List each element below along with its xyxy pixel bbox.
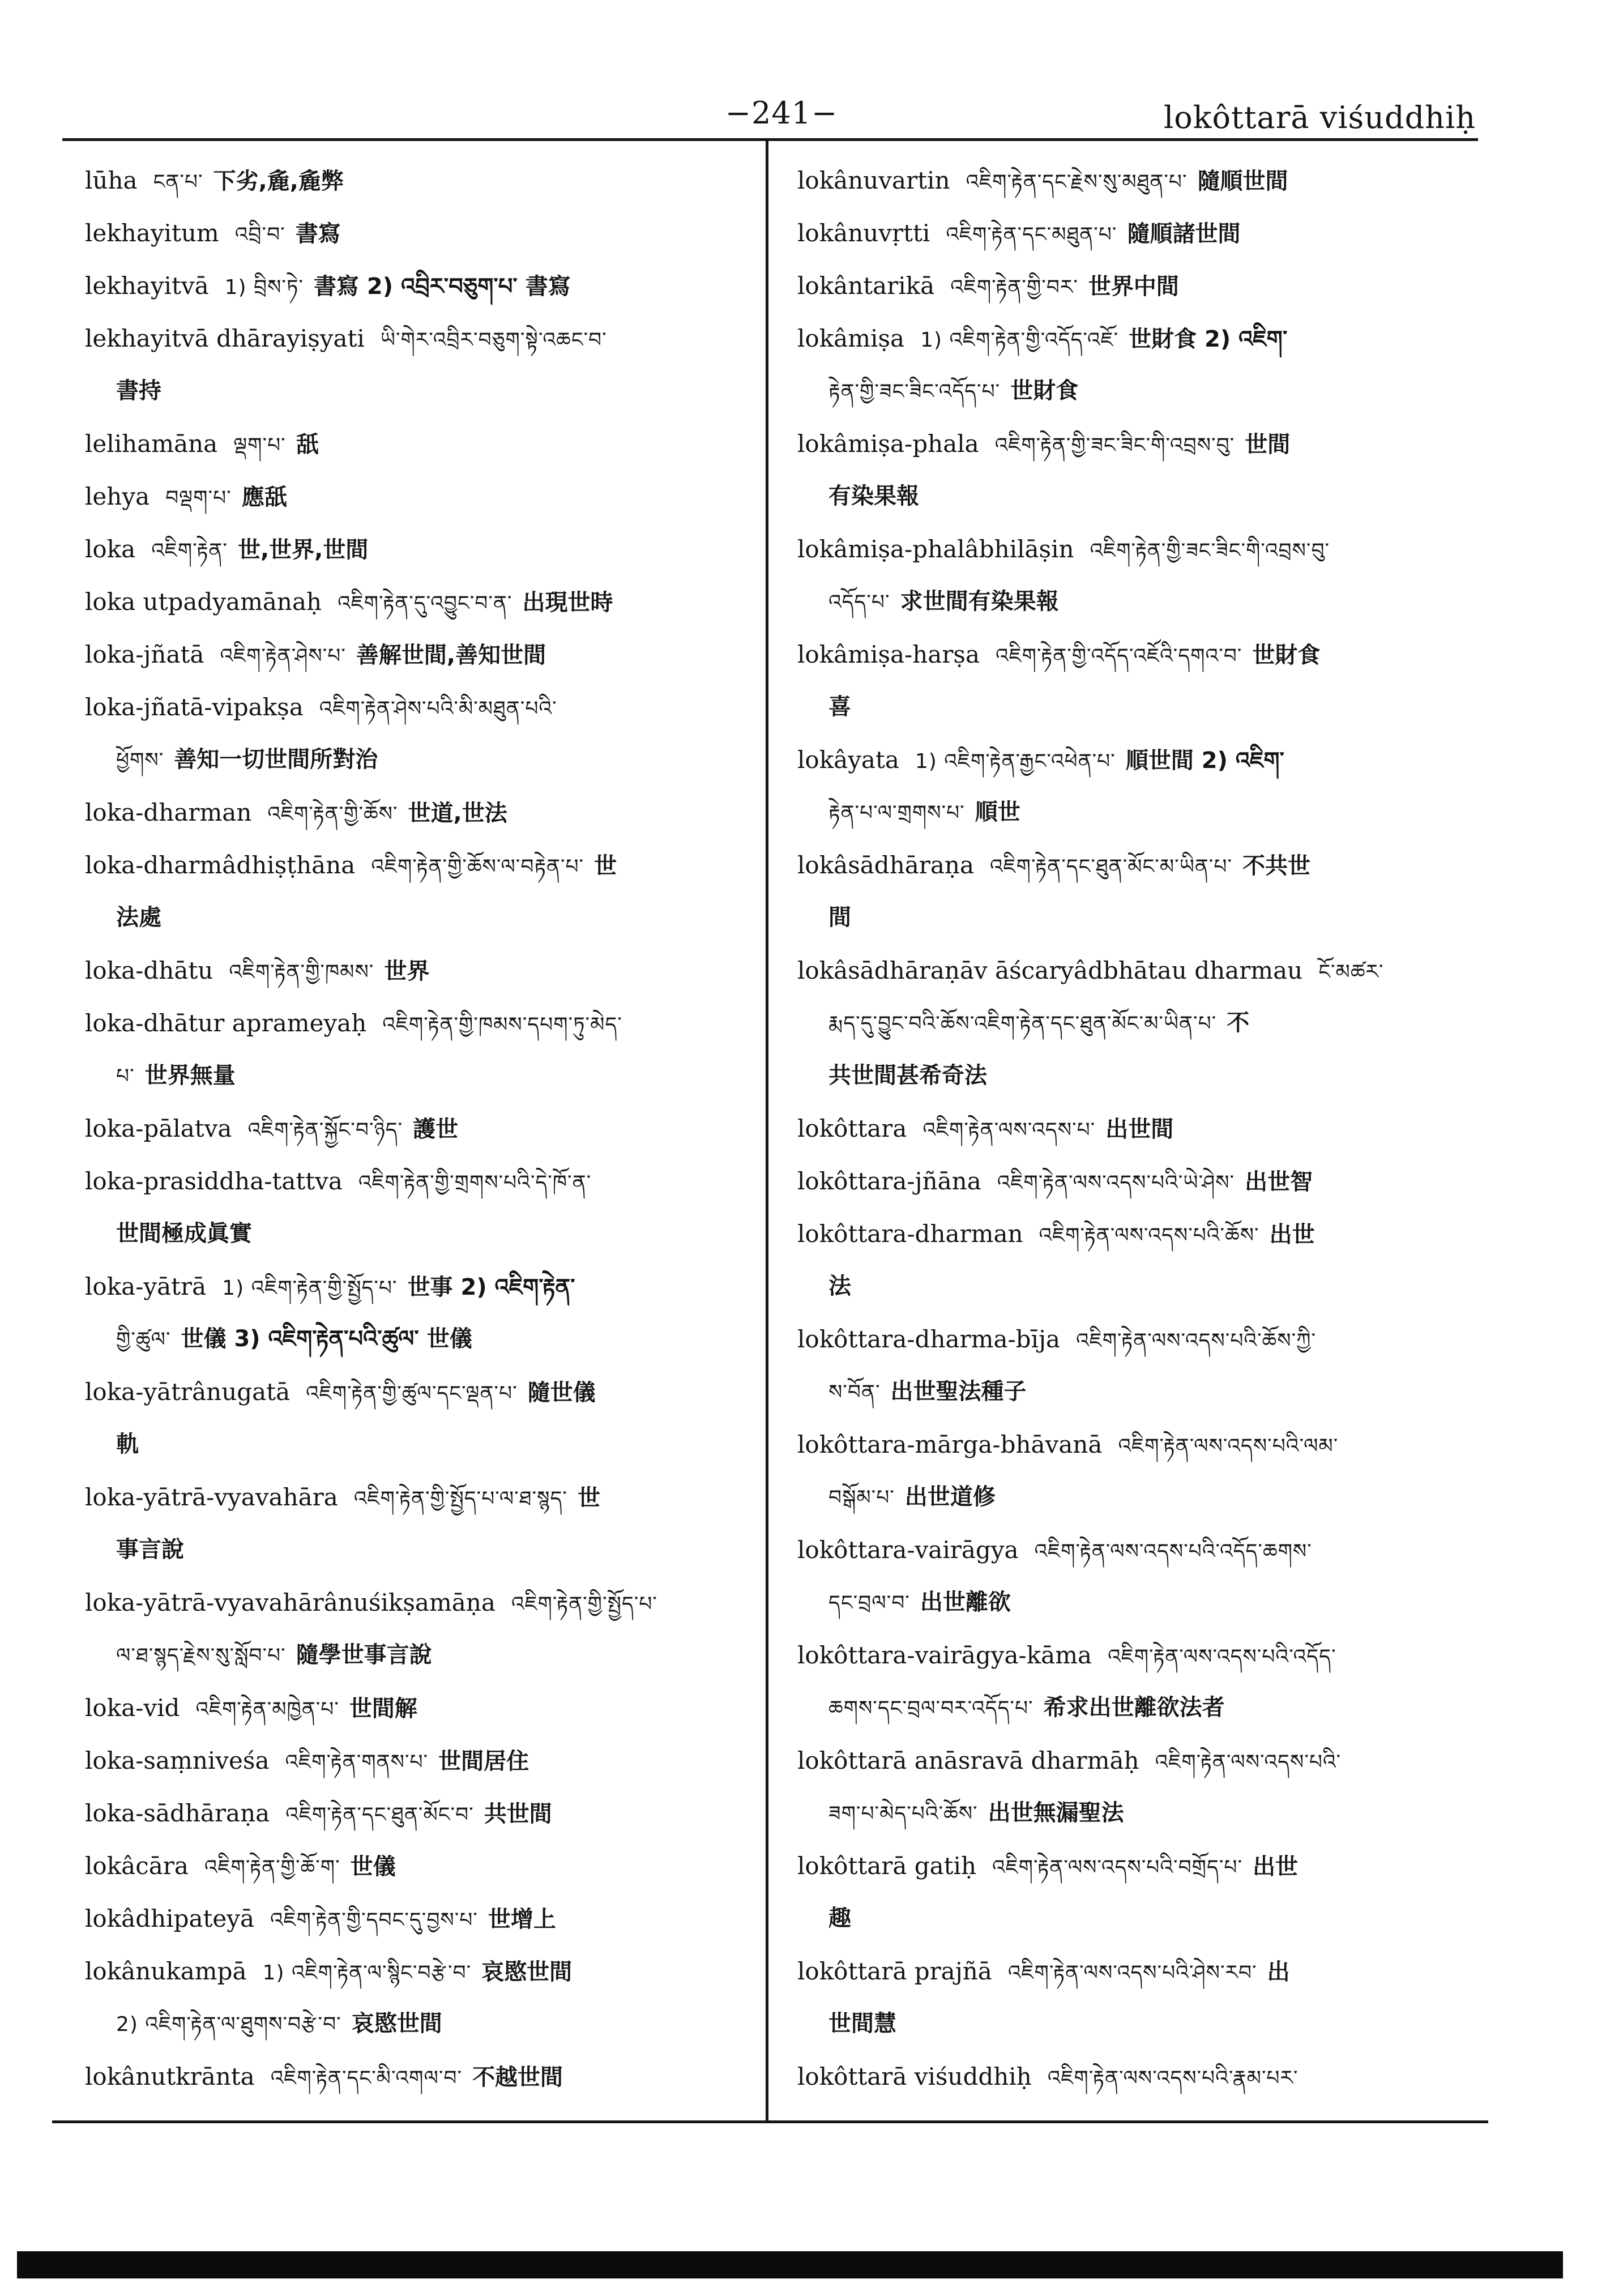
chinese-equivalent: 隨順世間 (1197, 168, 1288, 194)
tibetan-equivalent: 1) འཇིག་རྟེན་རྒྱང་འཕེན་པ་ (915, 750, 1116, 773)
headword: loka-saṃniveśa (85, 1747, 270, 1774)
entry-continuation (85, 1418, 787, 1471)
dictionary-entry (797, 207, 1500, 259)
chinese-equivalent: 下劣,麁,麁弊 (213, 168, 344, 194)
chinese-equivalent: 出世聖法種子 (890, 1379, 1027, 1405)
tibetan-equivalent: འཇིག་རྟེན་ལས་འདས་པའི་འདོད་ཆགས་ (1034, 1540, 1312, 1563)
entry-continuation (85, 1629, 787, 1682)
headword: lokôttara-vairāgya (797, 1536, 1019, 1564)
headword: lekhayitvā dhārayiṣyati (85, 325, 365, 352)
dictionary-entry (85, 1840, 787, 1892)
entry-continuation (797, 1682, 1500, 1734)
tibetan-equivalent: འཇིག་རྟེན་ལས་འདས་པ་ (922, 1119, 1096, 1142)
tibetan-equivalent: འཇིག་རྟེན་གྱི་བར་ (950, 276, 1078, 299)
dictionary-entry (797, 1207, 1500, 1260)
dictionary-entry (797, 312, 1500, 365)
tibetan-equivalent: འཇིག་རྟེན་དང་མཐུན་པ་ (946, 223, 1117, 246)
tibetan-equivalent: འཇིག་རྟེན་དུ་འབྱུང་བ་ན་ (338, 592, 512, 615)
tibetan-equivalent: 1) འཇིག་རྟེན་གྱི་སྤྱོད་པ་ (222, 1277, 398, 1300)
dictionary-entry (797, 628, 1500, 681)
dictionary-entry (85, 1102, 787, 1155)
dictionary-entry (85, 1260, 787, 1313)
headword: loka-dhātu (85, 957, 213, 984)
chinese-equivalent: 出世智 (1245, 1169, 1313, 1195)
tibetan-equivalent: བལྡག་པ་ (165, 486, 232, 510)
tibetan-equivalent: འཇིག་རྟེན་ལས་འདས་པའི་རྣམ་པར་ (1047, 2067, 1299, 2090)
dictionary-entry (85, 312, 787, 365)
chinese-equivalent: 出世離欲 (920, 1589, 1011, 1615)
headword: lokôttara-dharma-bīja (797, 1325, 1061, 1353)
dictionary-entry (797, 2050, 1500, 2103)
headword: lokâmiṣa-harṣa (797, 641, 980, 668)
chinese-equivalent: 順世 (975, 799, 1020, 825)
tibetan-equivalent: འཇིག་རྟེན་ལས་འདས་པའི་ཆོས་ཀྱི་ (1076, 1329, 1317, 1352)
dictionary-entry (797, 259, 1500, 312)
headword: lokôttarā prajñā (797, 1957, 992, 1985)
chinese-equivalent: 世間解 (349, 1696, 417, 1722)
dictionary-entry (797, 1313, 1500, 1365)
chinese-equivalent: 隨世儀 (527, 1380, 596, 1406)
tibetan-equivalent: འཇིག་རྟེན་གྱི་གྲགས་པའི་དེ་ཁོ་ན་ (358, 1171, 592, 1194)
chinese-equivalent: 共世間甚希奇法 (828, 1062, 987, 1089)
headword: loka-dhātur aprameyaḥ (85, 1009, 367, 1037)
chinese-equivalent: 世財食 (1010, 378, 1079, 404)
tibetan-equivalent: 1) བྲིས་ཏེ་ (224, 276, 304, 299)
chinese-equivalent: 出世 (1253, 1854, 1299, 1880)
headword: lokâyata (797, 746, 899, 774)
headword: lokôttara-dharman (797, 1220, 1023, 1248)
tibetan-equivalent: འཇིག་རྟེན་གྱི་ཚུལ་དང་ལྡན་པ་ (306, 1382, 518, 1405)
headword: lokâsādhāraṇa (797, 851, 974, 879)
tibetan-equivalent: འཇིག་རྟེན་ (151, 539, 228, 562)
chinese-equivalent: 應舐 (241, 484, 287, 510)
chinese-equivalent: 喜 (828, 694, 851, 720)
chinese-equivalent: 善解世間,善知世間 (356, 642, 546, 668)
dictionary-entry (797, 154, 1500, 207)
tibetan-equivalent: ཟག་པ་མེད་པའི་ཆོས་ (828, 1802, 978, 1825)
tibetan-equivalent: 1) འཇིག་རྟེན་གྱི་འདོད་འཇོ་ (920, 328, 1119, 352)
entry-continuation (797, 1049, 1500, 1102)
dictionary-entry (85, 1734, 787, 1787)
entry-continuation (85, 1523, 787, 1576)
headword: lekhayitum (85, 219, 219, 247)
chinese-equivalent: 舐 (296, 432, 319, 458)
entry-continuation (797, 1365, 1500, 1418)
bottom-rule (52, 2120, 1488, 2123)
tibetan-equivalent: འདོད་པ་ (828, 591, 890, 614)
headword: lokânutkrānta (85, 2063, 255, 2090)
chinese-equivalent: 希求出世離欲法者 (1043, 1695, 1225, 1721)
chinese-equivalent: 世 (577, 1485, 600, 1511)
chinese-equivalent: 世 (594, 853, 617, 879)
chinese-equivalent: 世間極成眞實 (116, 1220, 252, 1247)
dictionary-entry (85, 2050, 787, 2103)
right-column (797, 154, 1500, 2103)
tibetan-equivalent: འཇིག་རྟེན་ལས་འདས་པའི་འདོད་ (1108, 1645, 1336, 1668)
entry-continuation (85, 1998, 787, 2050)
headword: loka-prasiddha-tattva (85, 1167, 343, 1195)
chinese-equivalent: 世事 2) འཇིག་རྟེན་ (407, 1274, 575, 1300)
chinese-equivalent: 法 (828, 1273, 851, 1299)
headword: loka utpadyamānaḥ (85, 588, 322, 616)
tibetan-equivalent: འཇིག་རྟེན་ལས་འདས་པའི་ཡེ་ཤེས་ (997, 1171, 1235, 1194)
tibetan-equivalent: པ་ (116, 1065, 135, 1088)
tibetan-equivalent: གྱི་ཚུལ་ (116, 1328, 171, 1351)
headword: lokântarikā (797, 272, 935, 300)
headword: lokâdhipateyā (85, 1905, 255, 1932)
headword: lokânukampā (85, 1957, 247, 1985)
tibetan-equivalent: ས་བོན་ (828, 1381, 881, 1404)
headword: lokânuvartin (797, 167, 950, 194)
headword: loka (85, 535, 136, 563)
dictionary-entry (797, 1629, 1500, 1682)
running-head: lokôttarā viśuddhiḥ (1163, 100, 1476, 135)
tibetan-equivalent: ཕྱོགས་ (116, 749, 164, 772)
chinese-equivalent: 出現世時 (522, 590, 613, 616)
tibetan-equivalent: འཇིག་རྟེན་གནས་པ་ (285, 1751, 429, 1774)
entry-continuation (85, 1313, 787, 1365)
headword: loka-yātrā-vyavahāra (85, 1483, 338, 1511)
top-rule (62, 138, 1478, 141)
dictionary-entry (85, 944, 787, 997)
headword: lokâmiṣa-phala (797, 430, 979, 458)
dictionary-entry (85, 628, 787, 681)
chinese-equivalent: 出世 (1269, 1222, 1315, 1248)
headword: loka-pālatva (85, 1115, 232, 1142)
chinese-equivalent: 世增上 (488, 1906, 556, 1932)
entry-continuation (797, 470, 1500, 523)
headword: lokôttara (797, 1115, 907, 1142)
dictionary-entry (85, 1945, 787, 1998)
tibetan-equivalent: ངན་པ་ (153, 170, 203, 194)
headword: lelihamāna (85, 430, 218, 458)
entry-continuation (797, 997, 1500, 1049)
headword: loka-dharmâdhiṣṭhāna (85, 851, 356, 879)
headword: loka-jñatā-vipakṣa (85, 693, 304, 721)
entry-continuation (85, 891, 787, 944)
dictionary-entry (85, 575, 787, 628)
chinese-equivalent: 世財食 2) འཇིག་ (1129, 326, 1288, 352)
tibetan-equivalent: རྟེན་པ་ལ་གྲགས་པ་ (828, 801, 965, 825)
dictionary-entry (85, 259, 787, 312)
chinese-equivalent: 隨順諸世間 (1127, 221, 1241, 247)
tibetan-equivalent: འཇིག་རྟེན་ལས་འདས་པའི་ (1155, 1751, 1342, 1774)
tibetan-equivalent: འཇིག་རྟེན་ལས་འདས་པའི་ཤེས་རབ་ (1007, 1961, 1257, 1985)
tibetan-equivalent: ལ་ཐ་སྙད་རྗེས་སུ་སློབ་པ་ (116, 1644, 286, 1667)
dictionary-entry (797, 417, 1500, 470)
chinese-equivalent: 求世間有染果報 (900, 588, 1059, 614)
dictionary-entry (797, 1523, 1500, 1576)
chinese-equivalent: 出 (1267, 1959, 1290, 1985)
dictionary-entry (797, 1840, 1500, 1892)
tibetan-equivalent: 2) འཇིག་རྟེན་ལ་ཐུགས་བརྩེ་བ་ (116, 2013, 341, 2036)
tibetan-equivalent: 1) འཇིག་རྟེན་ལ་སྙིང་བརྩེ་བ་ (262, 1961, 472, 1985)
entry-continuation (797, 681, 1500, 733)
dictionary-entry (797, 523, 1500, 575)
tibetan-equivalent: འཇིག་རྟེན་གྱི་སྤྱོད་པ་ལ་ཐ་སྙད་ (353, 1487, 567, 1510)
headword: lehya (85, 483, 150, 510)
dictionary-entry (797, 733, 1500, 786)
chinese-equivalent: 世財食 (1252, 642, 1321, 668)
chinese-equivalent: 間 (828, 904, 851, 931)
left-column (85, 154, 787, 2103)
chinese-equivalent: 書持 (116, 378, 161, 404)
dictionary-entry (85, 997, 787, 1049)
chinese-equivalent: 法處 (116, 904, 161, 931)
tibetan-equivalent: འཇིག་རྟེན་གྱི་ཆོས་ལ་བརྟེན་པ་ (371, 855, 584, 878)
tibetan-equivalent: འཇིག་རྟེན་གྱི་ཟང་ཟིང་གི་འབྲས་བུ་ (994, 434, 1235, 457)
dictionary-entry (797, 839, 1500, 891)
tibetan-equivalent: འཇིག་རྟེན་གྱི་འདོད་འཇོའི་དགའ་བ་ (996, 645, 1242, 668)
headword: lokâcāra (85, 1852, 189, 1880)
headword: lokôttara-mārga-bhāvanā (797, 1431, 1103, 1458)
headword: lekhayitvā (85, 272, 209, 300)
dictionary-entry (85, 1155, 787, 1207)
entry-continuation (85, 1207, 787, 1260)
entry-continuation (797, 891, 1500, 944)
chinese-equivalent: 書寫 2) འབྲིར་བཅུག་པ་ 書寫 (313, 274, 571, 300)
dictionary-entry (85, 839, 787, 891)
headword: lokânuvṛtti (797, 219, 930, 247)
chinese-equivalent: 世界無量 (144, 1062, 236, 1089)
tibetan-equivalent: འབྲི་བ་ (234, 223, 285, 246)
chinese-equivalent: 軌 (116, 1431, 139, 1457)
dictionary-entry (797, 944, 1500, 997)
chinese-equivalent: 書寫 (295, 221, 341, 247)
chinese-equivalent: 世,世界,世間 (237, 537, 369, 563)
tibetan-equivalent: འཇིག་རྟེན་གྱི་ཁམས་ (229, 961, 374, 984)
headword: loka-yātrā (85, 1273, 207, 1300)
dictionary-entry (85, 1787, 787, 1840)
entry-continuation (85, 1049, 787, 1102)
chinese-equivalent: 護世 (413, 1116, 459, 1142)
headword: lokâmiṣa-phalâbhilāṣin (797, 535, 1074, 563)
tibetan-equivalent: འཇིག་རྟེན་མཁྱེན་པ་ (195, 1698, 339, 1721)
headword: loka-vid (85, 1694, 180, 1722)
entry-continuation (797, 1998, 1500, 2050)
chinese-equivalent: 出世間 (1105, 1116, 1174, 1142)
tibetan-equivalent: འཇིག་རྟེན་དང་ཐུན་མོང་མ་ཡིན་པ་ (990, 855, 1233, 878)
entry-continuation (85, 733, 787, 786)
tibetan-equivalent: འཇིག་རྟེན་ལས་འདས་པའི་ཆོས་ (1039, 1224, 1259, 1247)
dictionary-entry (85, 470, 787, 523)
tibetan-equivalent: འཇིག་རྟེན་ལས་འདས་པའི་ལམ་ (1118, 1435, 1339, 1458)
headword: loka-yātrânugatā (85, 1378, 291, 1406)
tibetan-equivalent: འཇིག་རྟེན་གྱི་དབང་དུ་བྱས་པ་ (270, 1909, 478, 1932)
tibetan-equivalent: ཆགས་དང་བྲལ་བར་འདོད་པ་ (828, 1697, 1033, 1720)
headword: loka-yātrā-vyavahārânuśikṣamāṇa (85, 1589, 496, 1616)
headword: lokâmiṣa (797, 325, 905, 352)
dictionary-entry (797, 1155, 1500, 1207)
headword: lokôttarā viśuddhiḥ (797, 2063, 1032, 2090)
headword: lokâsādhāraṇāv āścaryâdbhātau dharmau (797, 957, 1303, 984)
dictionary-entry (797, 1418, 1500, 1471)
tibetan-equivalent: འཇིག་རྟེན་གྱི་ཁམས་དཔག་ཏུ་མེད་ (382, 1013, 622, 1036)
chinese-equivalent: 哀愍世間 (481, 1959, 573, 1985)
entry-continuation (797, 575, 1500, 628)
headword: lokôttara-jñāna (797, 1167, 981, 1195)
chinese-equivalent: 共世間 (484, 1801, 552, 1827)
chinese-equivalent: 順世間 2) འཇིག་ (1125, 748, 1284, 774)
tibetan-equivalent: རྨད་དུ་བྱུང་བའི་ཆོས་འཇིག་རྟེན་དང་ཐུན་མོང་མ་ཡིན་པ་ (828, 1012, 1217, 1035)
dictionary-entry (85, 417, 787, 470)
tibetan-equivalent: ཡི་གེར་འབྲིར་བཅུག་སྟེ་འཆང་བ་ (380, 328, 607, 352)
tibetan-equivalent: འཇིག་རྟེན་སྐྱོང་བ་ཉིད་ (247, 1119, 403, 1142)
tibetan-equivalent: འཇིག་རྟེན་དང་མི་འགལ་བ་ (270, 2067, 463, 2090)
chinese-equivalent: 出世無漏聖法 (988, 1800, 1124, 1826)
chinese-equivalent: 善知一切世間所對治 (174, 746, 378, 773)
chinese-equivalent: 有染果報 (828, 483, 919, 509)
dictionary-entry (85, 1682, 787, 1734)
chinese-equivalent: 隨學世事言說 (296, 1642, 432, 1668)
entry-continuation (797, 786, 1500, 839)
tibetan-equivalent: འཇིག་རྟེན་དང་རྗེས་སུ་མཐུན་པ་ (966, 170, 1188, 194)
tibetan-equivalent: འཇིག་རྟེན་དང་ཐུན་མོང་བ་ (285, 1803, 474, 1826)
tibetan-equivalent: རྟེན་གྱི་ཟང་ཟིང་འདོད་པ་ (828, 380, 1001, 403)
page-number: −241− (725, 95, 838, 131)
chinese-equivalent: 趣 (828, 1905, 851, 1931)
chinese-equivalent: 不共世 (1242, 853, 1311, 879)
dictionary-entry (797, 1102, 1500, 1155)
tibetan-equivalent: དང་བྲལ་བ་ (828, 1591, 910, 1615)
tibetan-equivalent: འཇིག་རྟེན་གྱི་ཟང་ཟིང་གི་འབྲས་བུ་ (1090, 539, 1330, 562)
tibetan-equivalent: ལྡག་པ་ (233, 434, 286, 457)
dictionary-entry (85, 523, 787, 575)
tibetan-equivalent: འཇིག་རྟེན་གྱི་ཆོ་ག་ (204, 1856, 340, 1879)
headword: lokôttara-vairāgya-kāma (797, 1641, 1092, 1669)
tibetan-equivalent: འཇིག་རྟེན་གྱི་སྤྱོད་པ་ (511, 1593, 657, 1616)
tibetan-equivalent: བསྒོམ་པ་ (828, 1486, 895, 1509)
entry-continuation (797, 1471, 1500, 1523)
scan-edge-band (17, 2251, 1563, 2278)
entry-continuation (797, 1576, 1500, 1629)
entry-continuation (85, 365, 787, 417)
headword: lūha (85, 167, 138, 194)
dictionary-entry (85, 1471, 787, 1523)
chinese-equivalent: 不越世間 (472, 2064, 563, 2090)
headword: loka-dharman (85, 799, 252, 826)
chinese-equivalent: 不 (1227, 1010, 1250, 1036)
entry-continuation (797, 1260, 1500, 1313)
headword: lokôttarā gatiḥ (797, 1852, 977, 1880)
chinese-equivalent: 世界 (384, 958, 430, 984)
chinese-equivalent: 世間慧 (828, 2011, 896, 2037)
dictionary-entry (85, 786, 787, 839)
tibetan-equivalent: འཇིག་རྟེན་ཤེས་པའི་མི་མཐུན་པའི་ (319, 697, 557, 720)
headword: loka-sādhāraṇa (85, 1799, 270, 1827)
dictionary-entry (797, 1945, 1500, 1998)
tibetan-equivalent: འཇིག་རྟེན་ཤེས་པ་ (220, 645, 346, 668)
dictionary-entry (85, 1892, 787, 1945)
chinese-equivalent: 哀愍世間 (351, 2011, 442, 2037)
chinese-equivalent: 世界中間 (1088, 274, 1179, 300)
chinese-equivalent: 世儀 (350, 1854, 396, 1880)
dictionary-entry (85, 154, 787, 207)
dictionary-entry (797, 1734, 1500, 1787)
entry-continuation (797, 1787, 1500, 1840)
tibetan-equivalent: ངོ་མཚར་ (1318, 961, 1384, 984)
tibetan-equivalent: འཇིག་རྟེན་གྱི་ཆོས་ (267, 803, 398, 826)
tibetan-equivalent: འཇིག་རྟེན་ལས་འདས་པའི་བགྲོད་པ་ (992, 1856, 1243, 1879)
headword: loka-jñatā (85, 641, 204, 668)
entry-continuation (797, 365, 1500, 417)
dictionary-entry (85, 1576, 787, 1629)
chinese-equivalent: 世儀 3) འཇིག་རྟེན་པའི་ཚུལ་ 世儀 (181, 1326, 472, 1352)
chinese-equivalent: 事言說 (116, 1537, 184, 1563)
dictionary-entry (85, 207, 787, 259)
chinese-equivalent: 出世道修 (904, 1484, 996, 1510)
dictionary-entry (85, 1365, 787, 1418)
chinese-equivalent: 世道,世法 (408, 800, 507, 826)
chinese-equivalent: 世間 (1245, 432, 1291, 458)
chinese-equivalent: 世間居住 (438, 1748, 529, 1774)
entry-continuation (797, 1892, 1500, 1945)
headword: lokôttarā anāsravā dharmāḥ (797, 1747, 1139, 1774)
dictionary-entry (85, 681, 787, 733)
